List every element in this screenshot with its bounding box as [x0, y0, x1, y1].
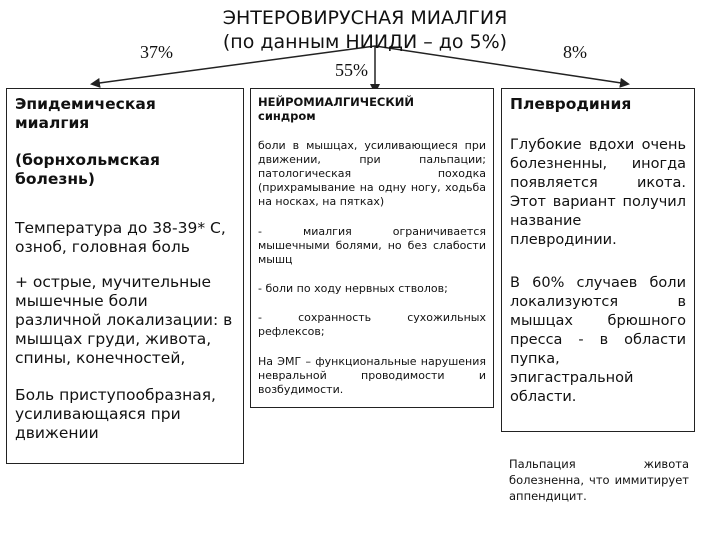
right-note: Пальпация живота болезненна, что иммитирует аппендицит.	[509, 457, 689, 503]
center-text-2: - миалгия ограничивается мышечными болями, но без слабости мышц	[258, 225, 486, 266]
center-text-5: На ЭМГ – функциональные нарушения невральной проводимости и возбудимости.	[258, 355, 486, 396]
right-heading: Плевродиния	[510, 95, 632, 113]
percent-right: 8%	[563, 42, 587, 62]
percent-center: 55%	[335, 60, 368, 80]
epidemic-myalgia-box	[6, 88, 244, 464]
right-text-1: Глубокие вдохи очень болезненны, иногда появляется икота. Этот вариант получил название плевродинии.	[510, 137, 686, 248]
left-heading-2: (борнхольмская болезнь)	[15, 151, 160, 188]
percent-left: 37%	[140, 42, 173, 62]
left-text-3: Боль приступообразная, усиливающаяся при движении	[15, 386, 216, 442]
title-line-2: (по данным НИИДИ – до 5%)	[222, 31, 508, 53]
page-title	[200, 6, 530, 54]
neuromyalgic-syndrome-box	[250, 88, 494, 408]
left-text-1: Температура до 38-39* С, озноб, головная боль	[15, 219, 226, 256]
left-text-2: + острые, мучительные мышечные боли различной локализации: в мышцах груди, живота, спины, конечностей,	[15, 273, 233, 367]
center-text-1: боли в мышцах, усиливающиеся при движении, при пальпации; патологическая походка (прихрамывание на одну ногу, ходьба на носках, на пятках)	[258, 139, 486, 208]
title-line-1: ЭНТЕРОВИРУСНАЯ МИАЛГИЯ	[222, 7, 508, 29]
center-heading: НЕЙРОМИАЛГИЧЕСКИЙ синдром	[258, 95, 415, 123]
center-text-3: - боли по ходу нервных стволов;	[258, 282, 448, 295]
left-heading-1: Эпидемическая миалгия	[15, 95, 156, 132]
center-text-4: - сохранность сухожильных рефлексов;	[258, 311, 486, 338]
pleurodynia-box	[501, 88, 695, 432]
right-text-2: В 60% случаев боли локализуются в мышцах брюшного пресса - в области пупка, эпигастральной области.	[510, 275, 686, 405]
